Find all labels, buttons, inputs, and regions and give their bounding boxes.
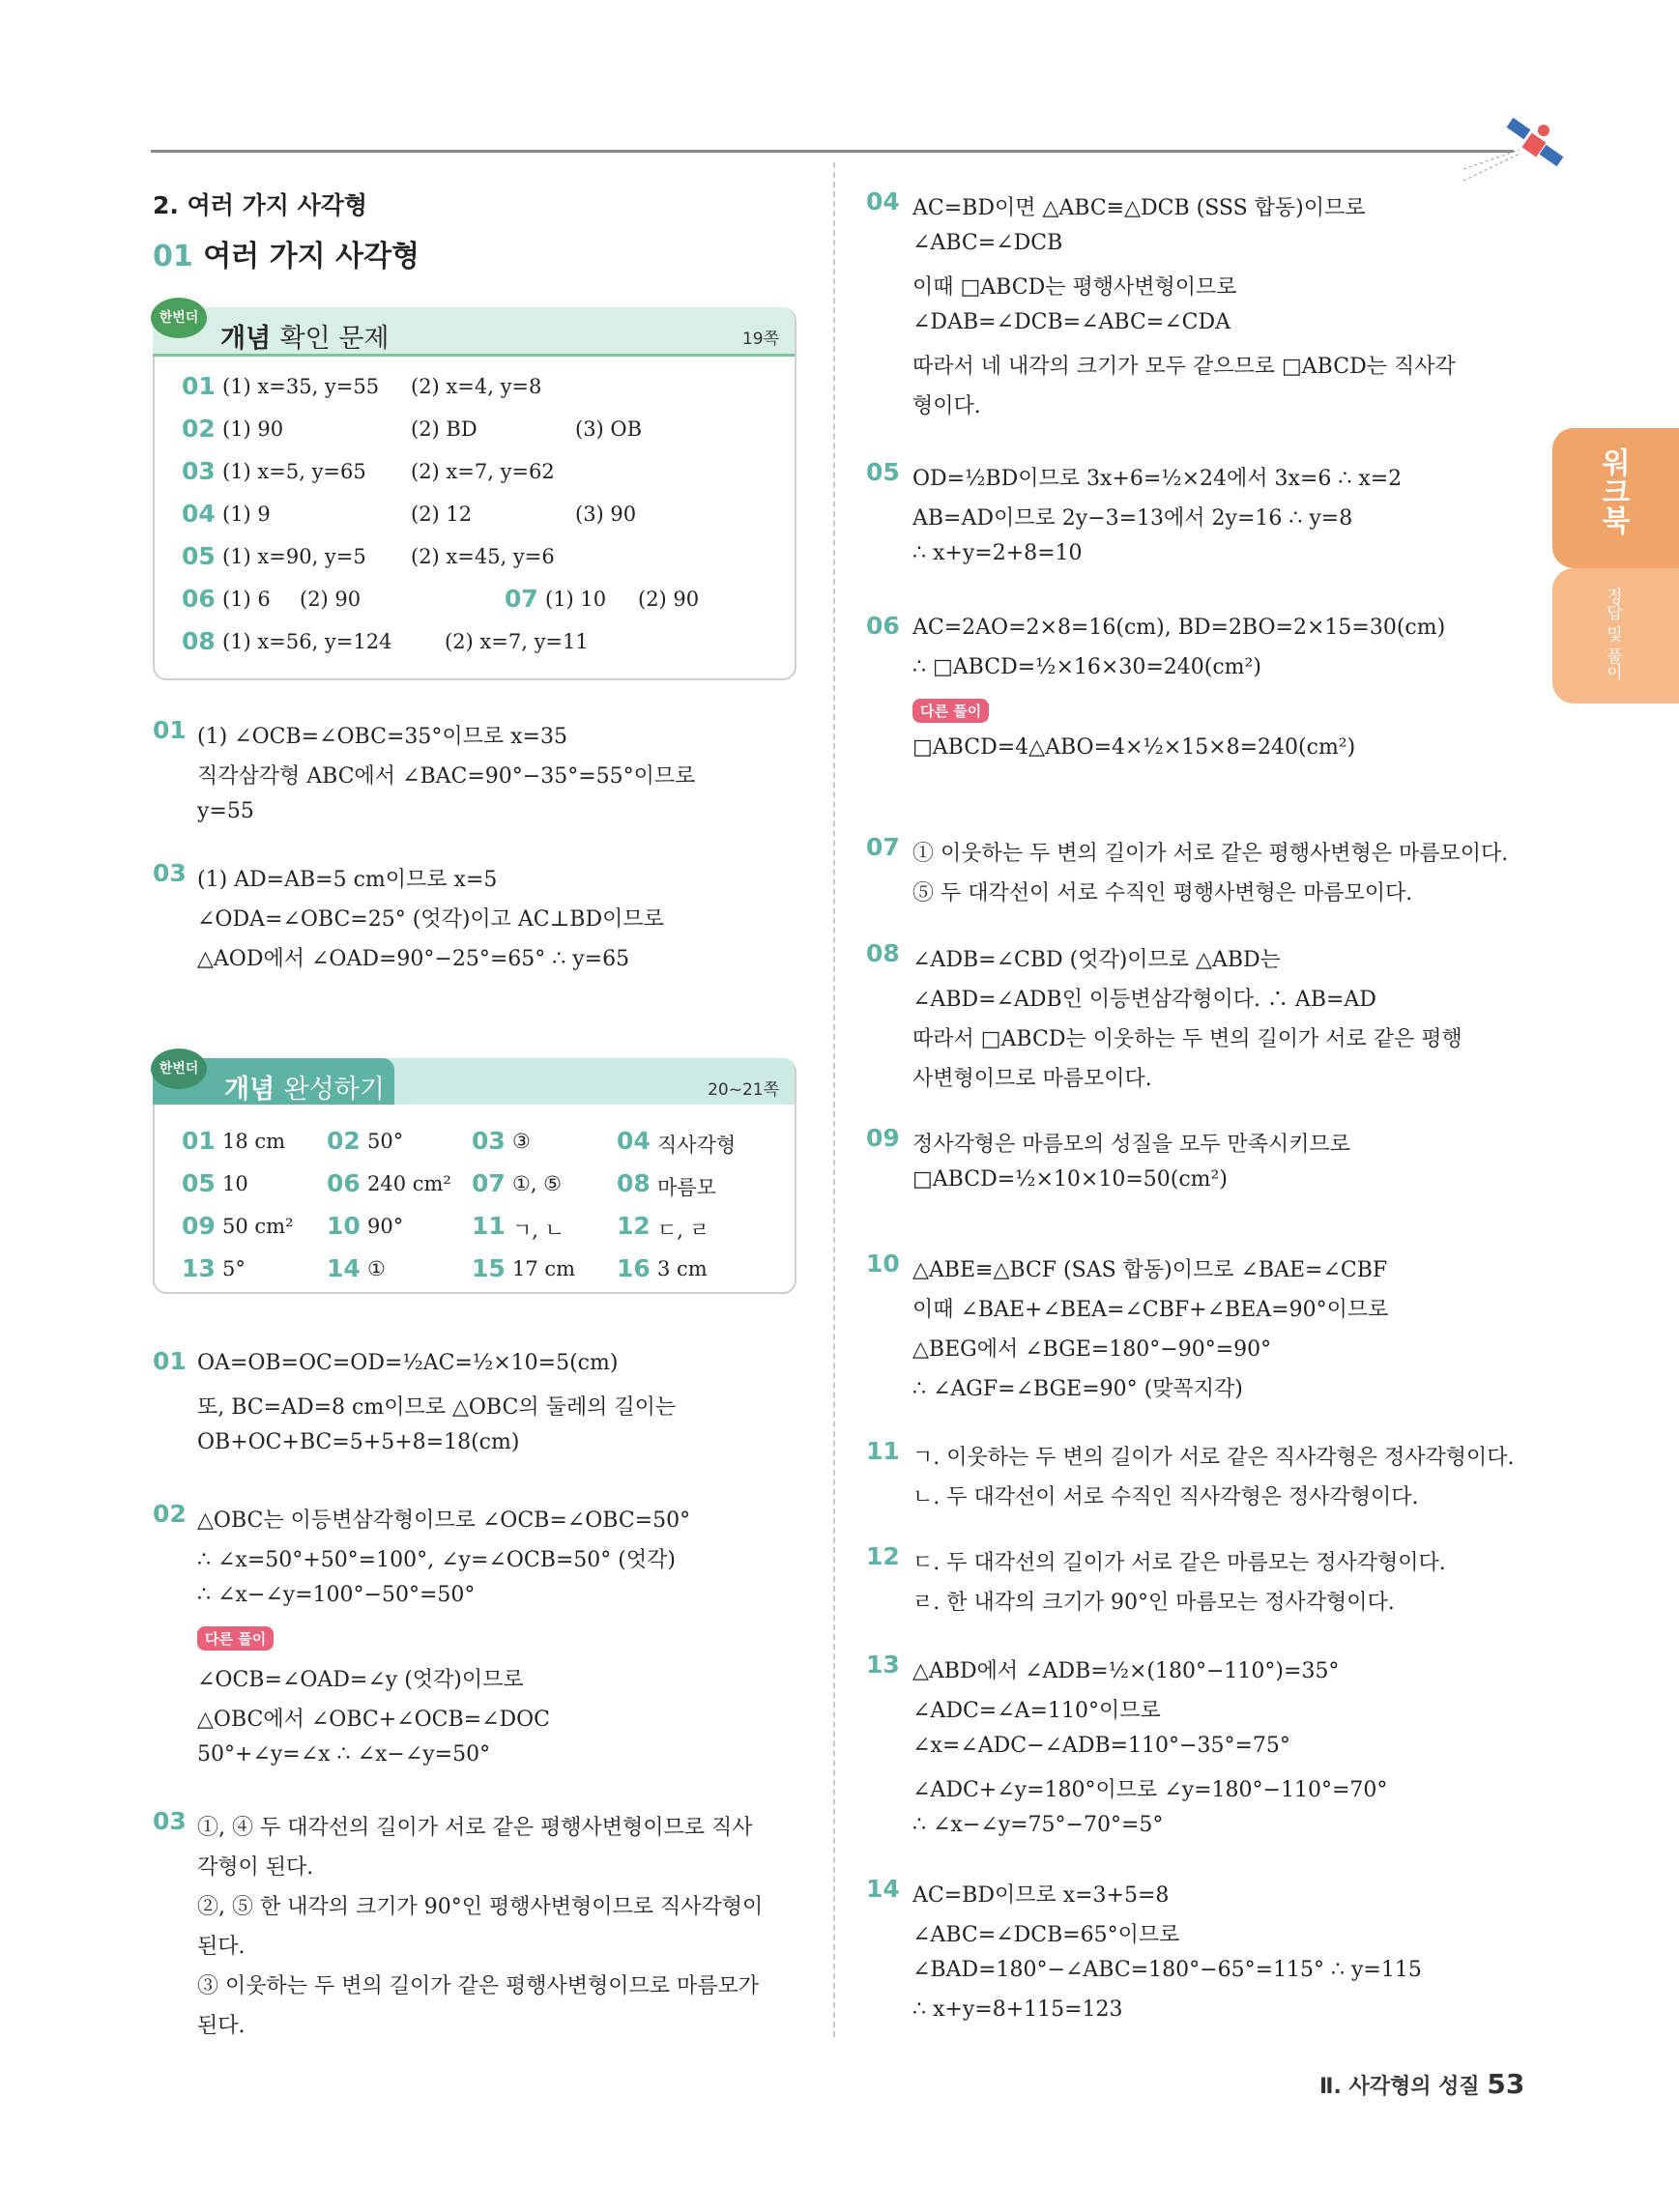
- answer-cell: (2) x=4, y=8: [411, 375, 542, 398]
- item-number: 16: [617, 1254, 651, 1282]
- solution-line: △ABE≡△BCF (SAS 합동)이므로 ∠BAE=∠CBF: [912, 1258, 1388, 1282]
- solution-line: ∠ODA=∠OBC=25° (엇각)이고 AC⊥BD이므로: [197, 907, 664, 932]
- solution-line: 사변형이므로 마름모이다.: [912, 1067, 1152, 1091]
- answer-value: 3 cm: [657, 1257, 708, 1280]
- solution-number: 03: [153, 859, 187, 887]
- badge: 한번더: [151, 298, 207, 338]
- solution-line: ∠ABC=∠DCB=65°이므로: [912, 1923, 1180, 1947]
- item-number: 04: [182, 500, 216, 528]
- answer-cell: (2) 12: [411, 503, 473, 526]
- answer-cell: (1) x=90, y=5: [222, 545, 366, 568]
- answer-value: 240 cm²: [367, 1172, 451, 1195]
- section-title: 2. 여러 가지 사각형: [153, 191, 368, 219]
- solution-number: 02: [153, 1500, 187, 1528]
- side-tab-workbook[interactable]: [1552, 428, 1679, 568]
- solution-line: ∠ADC=∠A=110°이므로: [912, 1699, 1161, 1723]
- solution-line: ∴ ∠x−∠y=75°−70°=5°: [912, 1813, 1164, 1837]
- concept-complete-box: [153, 1058, 796, 1294]
- answer-value: ①: [367, 1257, 386, 1280]
- solution-number: 04: [866, 187, 900, 215]
- answer-value: 17 cm: [512, 1257, 576, 1280]
- solution-line: 형이다.: [912, 394, 981, 418]
- solution-line: △BEG에서 ∠BGE=180°−90°=90°: [912, 1337, 1272, 1362]
- answer-value: 50°: [367, 1130, 404, 1153]
- answer-value: 50 cm²: [222, 1215, 294, 1238]
- box-page: 20~21쪽: [708, 1080, 779, 1100]
- answer-cell: (2) x=45, y=6: [411, 545, 555, 568]
- alt-solution-line: □ABCD=4△ABO=4×½×15×8=240(cm²): [912, 735, 1356, 760]
- side-tab-title: 워크북: [1596, 447, 1630, 534]
- solution-number: 01: [153, 716, 187, 744]
- solution-line: 또, BC=AD=8 cm이므로 △OBC의 둘레의 길이는: [197, 1395, 677, 1420]
- item-number: 07: [505, 585, 538, 613]
- solution-line: 된다.: [197, 1935, 246, 1959]
- answer-cell: (2) 90: [638, 588, 700, 611]
- item-number: 08: [182, 627, 216, 655]
- solution-number: 01: [153, 1347, 187, 1375]
- alt-solution-line: △OBC에서 ∠OBC+∠OCB=∠DOC: [197, 1708, 551, 1732]
- solution-line: ㄱ. 이웃하는 두 변의 길이가 서로 같은 직사각형은 정사각형이다.: [912, 1446, 1515, 1470]
- solution-line: ∴ ∠AGF=∠BGE=90° (맞꼭지각): [912, 1377, 1243, 1401]
- solution-line: AC=2AO=2×8=16(cm), BD=2BO=2×15=30(cm): [912, 616, 1446, 640]
- solution-line: ㄴ. 두 대각선이 서로 수직인 직사각형은 정사각형이다.: [912, 1485, 1419, 1509]
- answer-value: 90°: [367, 1215, 404, 1238]
- solution-number: 07: [866, 833, 900, 861]
- solution-line: ∴ □ABCD=½×16×30=240(cm²): [912, 655, 1261, 679]
- solution-line: 각형이 된다.: [197, 1855, 314, 1880]
- satellite-icon: [1462, 111, 1568, 188]
- solution-line: 이때 □ABCD는 평행사변형이므로: [912, 275, 1237, 300]
- box-page: 19쪽: [741, 330, 779, 349]
- side-tab-answers[interactable]: [1552, 568, 1679, 704]
- item-number: 10: [327, 1212, 361, 1240]
- answer-value: 10: [222, 1172, 248, 1195]
- solution-line: 직각삼각형 ABC에서 ∠BAC=90°−35°=55°이므로: [197, 764, 696, 789]
- solution-line: ㄹ. 한 내각의 크기가 90°인 마름모는 정사각형이다.: [912, 1591, 1395, 1615]
- solution-line: OA=OB=OC=OD=½AC=½×10=5(cm): [197, 1351, 619, 1375]
- solution-number: 03: [153, 1807, 187, 1835]
- item-number: 09: [182, 1212, 216, 1240]
- solution-line: ∴ ∠x−∠y=100°−50°=50°: [197, 1583, 476, 1607]
- answer-cell: (2) x=7, y=11: [445, 630, 589, 653]
- solution-number: 05: [866, 458, 900, 486]
- item-number: 05: [182, 542, 216, 570]
- alt-solution-line: 50°+∠y=∠x ∴ ∠x−∠y=50°: [197, 1742, 491, 1767]
- solution-number: 08: [866, 939, 900, 967]
- item-number: 11: [472, 1212, 506, 1240]
- solution-line: ①, ④ 두 대각선의 길이가 서로 같은 평행사변형이므로 직사: [197, 1816, 753, 1840]
- solution-line: ∠DAB=∠DCB=∠ABC=∠CDA: [912, 310, 1231, 334]
- item-number: 03: [182, 457, 216, 485]
- solution-number: 10: [866, 1250, 900, 1278]
- answer-cell: (1) x=5, y=65: [222, 460, 366, 483]
- solution-line: 정사각형은 마름모의 성질을 모두 만족시키므로: [912, 1133, 1351, 1157]
- answer-value: 직사각형: [657, 1134, 737, 1157]
- answer-cell: (1) x=56, y=124: [222, 630, 392, 653]
- solution-line: ∴ ∠x=50°+50°=100°, ∠y=∠OCB=50° (엇각): [197, 1548, 676, 1572]
- solution-line: y=55: [197, 799, 254, 823]
- solution-line: ∴ x+y=8+115=123: [912, 1997, 1123, 2022]
- side-tab-label: 정답 및 풀이: [1603, 588, 1622, 680]
- solution-line: ① 이웃하는 두 변의 길이가 서로 같은 평행사변형은 마름모이다.: [912, 842, 1509, 866]
- answer-cell: (1) 10: [545, 588, 607, 611]
- item-number: 01: [182, 1127, 216, 1155]
- item-number: 08: [617, 1169, 651, 1197]
- alt-solution-line: ∠OCB=∠OAD=∠y (엇각)이므로: [197, 1668, 524, 1692]
- solution-line: AC=BD이므로 x=3+5=8: [912, 1883, 1170, 1908]
- solution-number: 09: [866, 1124, 900, 1152]
- solution-line: ∠ADC+∠y=180°이므로 ∠y=180°−110°=70°: [912, 1778, 1388, 1802]
- solution-number: 12: [866, 1542, 900, 1570]
- page-number: 53: [1487, 2068, 1525, 2100]
- alt-solution-tag: [912, 699, 989, 723]
- answer-cell: (2) BD: [411, 417, 478, 441]
- solution-line: ∴ x+y=2+8=10: [912, 541, 1083, 565]
- solution-line: ∠x=∠ADC−∠ADB=110°−35°=75°: [912, 1734, 1290, 1758]
- answer-value: 마름모: [657, 1176, 716, 1199]
- solution-line: AC=BD이면 △ABC≡△DCB (SSS 합동)이므로: [912, 196, 1366, 220]
- item-number: 02: [327, 1127, 361, 1155]
- answer-value: 5°: [222, 1257, 246, 1280]
- solution-line: OD=½BD이므로 3x+6=½×24에서 3x=6 ∴ x=2: [912, 467, 1403, 491]
- solution-line: ⑤ 두 대각선이 서로 수직인 평행사변형은 마름모이다.: [912, 881, 1413, 905]
- item-number: 12: [617, 1212, 651, 1240]
- page-footer: [1319, 2068, 1524, 2100]
- answer-value: ㄱ, ㄴ: [512, 1219, 564, 1242]
- alt-solution-tag: [197, 1626, 274, 1651]
- solution-number: 14: [866, 1875, 900, 1903]
- solution-line: ∠ABC=∠DCB: [912, 231, 1063, 255]
- alt-tag-label: 다른 풀이: [912, 699, 989, 723]
- item-number: 07: [472, 1169, 506, 1197]
- solution-line: 따라서 □ABCD는 이웃하는 두 변의 길이가 서로 같은 평행: [912, 1027, 1462, 1051]
- solution-line: △ABD에서 ∠ADB=½×(180°−110°)=35°: [912, 1659, 1340, 1683]
- solution-line: 따라서 네 내각의 크기가 모두 같으므로 □ABCD는 직사각: [912, 355, 1456, 379]
- item-number: 15: [472, 1254, 506, 1282]
- answer-cell: (3) OB: [575, 417, 643, 441]
- solution-line: ∠ABD=∠ADB인 이등변삼각형이다. ∴ AB=AD: [912, 988, 1376, 1012]
- item-number: 06: [182, 585, 216, 613]
- item-number: 06: [327, 1169, 361, 1197]
- answer-value: ③: [512, 1130, 531, 1153]
- solution-line: △AOD에서 ∠OAD=90°−25°=65° ∴ y=65: [197, 947, 630, 971]
- solution-line: ∠ADB=∠CBD (엇각)이므로 △ABD는: [912, 948, 1281, 972]
- item-number: 05: [182, 1169, 216, 1197]
- solution-number: 13: [866, 1651, 900, 1679]
- subsection-number: 01: [153, 240, 193, 273]
- solution-line: (1) ∠OCB=∠OBC=35°이므로 x=35: [197, 725, 567, 749]
- solution-number: 06: [866, 612, 900, 640]
- solution-line: OB+OC+BC=5+5+8=18(cm): [197, 1430, 520, 1454]
- solution-line: ∠BAD=180°−∠ABC=180°−65°=115° ∴ y=115: [912, 1958, 1422, 1982]
- answer-value: ①, ⑤: [512, 1172, 563, 1195]
- solution-line: 된다.: [197, 2014, 246, 2038]
- solution-line: △OBC는 이등변삼각형이므로 ∠OCB=∠OBC=50°: [197, 1508, 691, 1533]
- solution-line: ③ 이웃하는 두 변의 길이가 같은 평행사변형이므로 마름모가: [197, 1974, 760, 1998]
- solution-line: ㄷ. 두 대각선의 길이가 서로 같은 마름모는 정사각형이다.: [912, 1551, 1446, 1575]
- solution-line: (1) AD=AB=5 cm이므로 x=5: [197, 868, 498, 892]
- solution-line: AB=AD이므로 2y−3=13에서 2y=16 ∴ y=8: [912, 506, 1353, 531]
- column-divider: [833, 162, 835, 2037]
- answer-value: ㄷ, ㄹ: [657, 1219, 709, 1242]
- answer-cell: (2) 90: [300, 588, 362, 611]
- item-number: 03: [472, 1127, 506, 1155]
- answer-cell: (1) 9: [222, 503, 271, 526]
- alt-tag-label: 다른 풀이: [197, 1626, 274, 1651]
- item-number: 14: [327, 1254, 361, 1282]
- chapter-label: Ⅱ. 사각형의 성질: [1319, 2075, 1480, 2099]
- solution-line: ②, ⑤ 한 내각의 크기가 90°인 평행사변형이므로 직사각형이: [197, 1895, 764, 1919]
- solution-number: 11: [866, 1437, 900, 1465]
- concept-check-box: [153, 307, 796, 680]
- badge: 한번더: [151, 1049, 207, 1089]
- subsection-label: 여러 가지 사각형: [203, 240, 420, 273]
- top-rule: [151, 150, 1514, 153]
- answer-cell: (1) 6: [222, 588, 271, 611]
- box-title: 개념 완성하기: [224, 1075, 385, 1105]
- answer-cell: (3) 90: [575, 503, 637, 526]
- item-number: 13: [182, 1254, 216, 1282]
- answer-cell: (2) x=7, y=62: [411, 460, 555, 483]
- box-title: 개념 확인 문제: [220, 324, 390, 354]
- solution-line: 이때 ∠BAE+∠BEA=∠CBF+∠BEA=90°이므로: [912, 1298, 1389, 1322]
- item-number: 01: [182, 372, 216, 400]
- solution-line: □ABCD=½×10×10=50(cm²): [912, 1167, 1228, 1192]
- item-number: 02: [182, 415, 216, 443]
- answer-cell: (1) 90: [222, 417, 284, 441]
- answer-value: 18 cm: [222, 1130, 286, 1153]
- subsection-title: [153, 232, 420, 274]
- answer-cell: (1) x=35, y=55: [222, 375, 380, 398]
- item-number: 04: [617, 1127, 651, 1155]
